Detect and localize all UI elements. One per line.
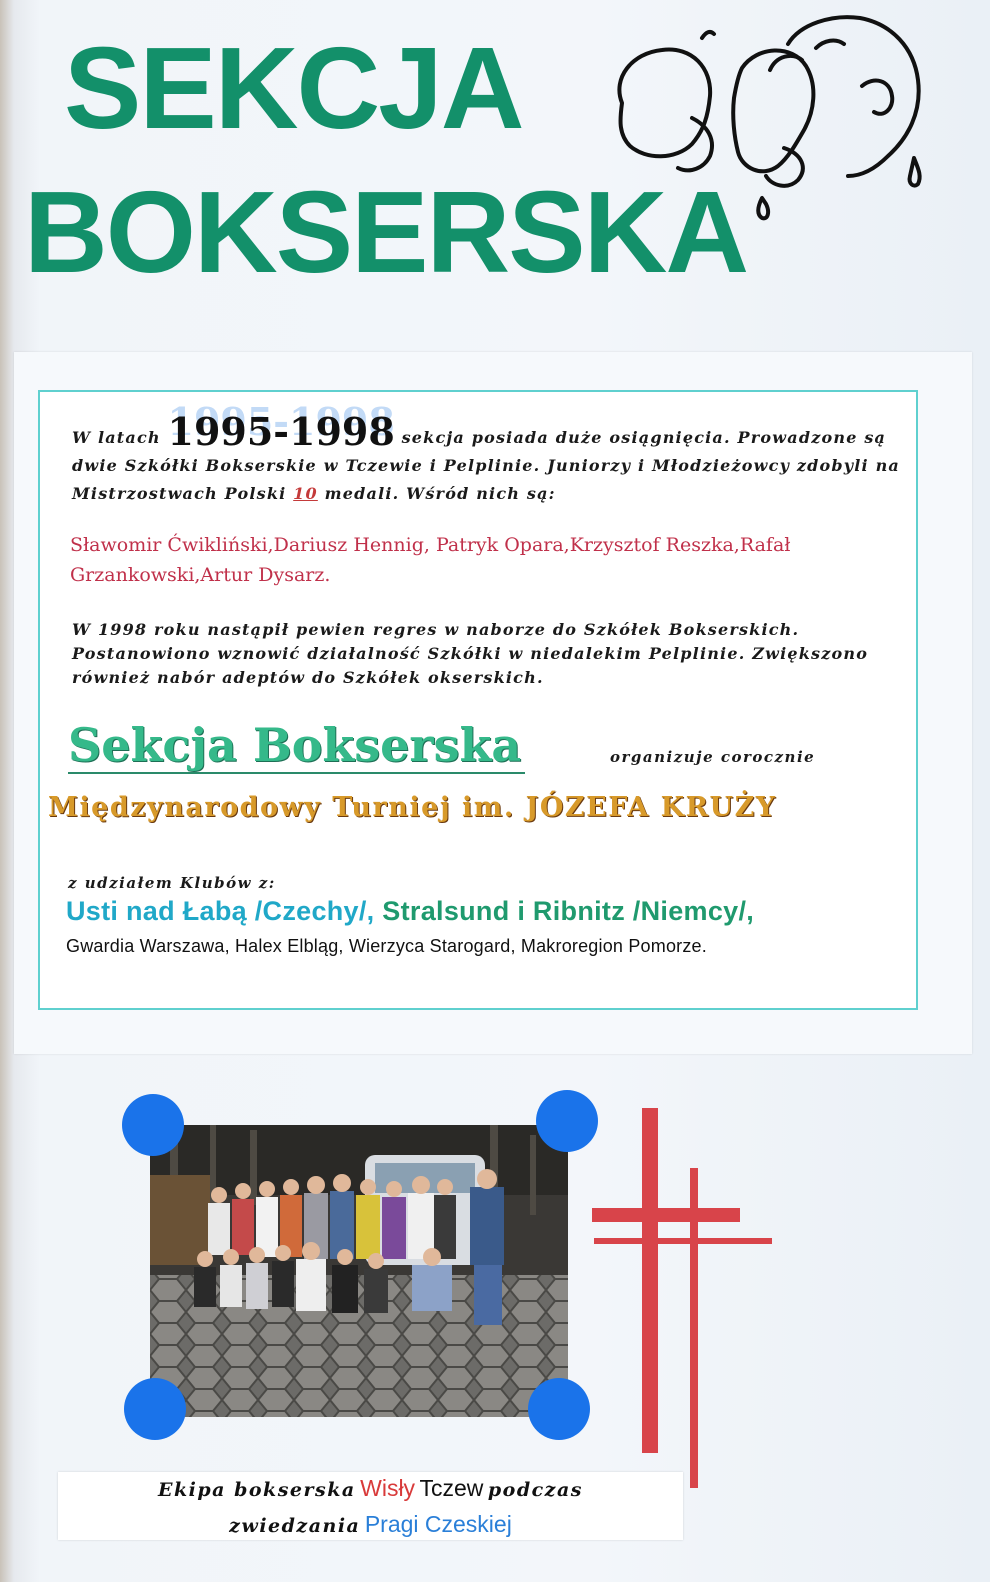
section-name-heading: Sekcja Bokserska xyxy=(68,718,525,774)
boxing-gloves-icon xyxy=(592,8,942,223)
domestic-clubs: Gwardia Warszawa, Halex Elbląg, Wierzyca Starogard, Makroregion Pomorze. xyxy=(66,936,707,956)
info-box xyxy=(38,390,918,1010)
clubs-germany: Stralsund i Ribnitz /Niemcy/, xyxy=(382,896,755,926)
photo-pin-bottom-left xyxy=(124,1378,186,1440)
team-photo xyxy=(150,1125,568,1417)
caption-during: podczas xyxy=(487,1479,583,1501)
caption-tczew: Tczew xyxy=(419,1475,484,1501)
boxer-names: Sławomir Ćwikliński,Dariusz Hennig, Patryk Opara,Krzysztof Reszka,Rafał Grzankowski,Artur Dysarz. xyxy=(70,534,791,586)
organizes-text: organizuje corocznie xyxy=(610,748,816,766)
cross-icon xyxy=(586,1108,776,1488)
participation-text: z udziałem Klubów z: xyxy=(68,874,276,892)
caption-wisly: Wisły xyxy=(360,1475,416,1501)
photo-caption xyxy=(58,1472,683,1540)
title-line-2: BOKSERSKA xyxy=(24,167,748,297)
foreign-clubs xyxy=(66,896,754,927)
title-line-1: SEKCJA xyxy=(64,23,523,153)
caption-team-text: Ekipa bokserska xyxy=(158,1479,356,1501)
tournament-name: Międzynarodowy Turniej im. JÓZEFA KRUŻY xyxy=(48,792,777,823)
achievements-paragraph: W latach 1995-1998 sekcja posiada duże osiągnięcia. Prowadzone są dwie Szkółki Bokserskie w Tczewie i Pelplinie. Juniorzy i Młodzieżowcy zdobyli na Mistrzostwach Polski 10 medali. Wśród nich są: xyxy=(72,409,900,503)
club-usti: Usti nad Łabą /Czechy/, xyxy=(66,896,375,926)
years-range: 1995-1998 xyxy=(167,409,395,454)
regression-paragraph: W 1998 roku nastąpił pewien regres w naborze do Szkółek Bokserskich. Postanowiono wznowić działalność Szkółki w niedalekim Pelplinie. Zwiększono również nabór adeptów do Szkółek okserskich. xyxy=(72,620,869,687)
medal-count: 10 xyxy=(293,484,318,503)
caption-sightseeing: zwiedzania xyxy=(229,1515,361,1537)
photo-pin-bottom-right xyxy=(528,1378,590,1440)
team-photo-image xyxy=(150,1125,568,1417)
photo-pin-top-left xyxy=(122,1094,184,1156)
caption-prague: Pragi Czeskiej xyxy=(364,1511,512,1537)
